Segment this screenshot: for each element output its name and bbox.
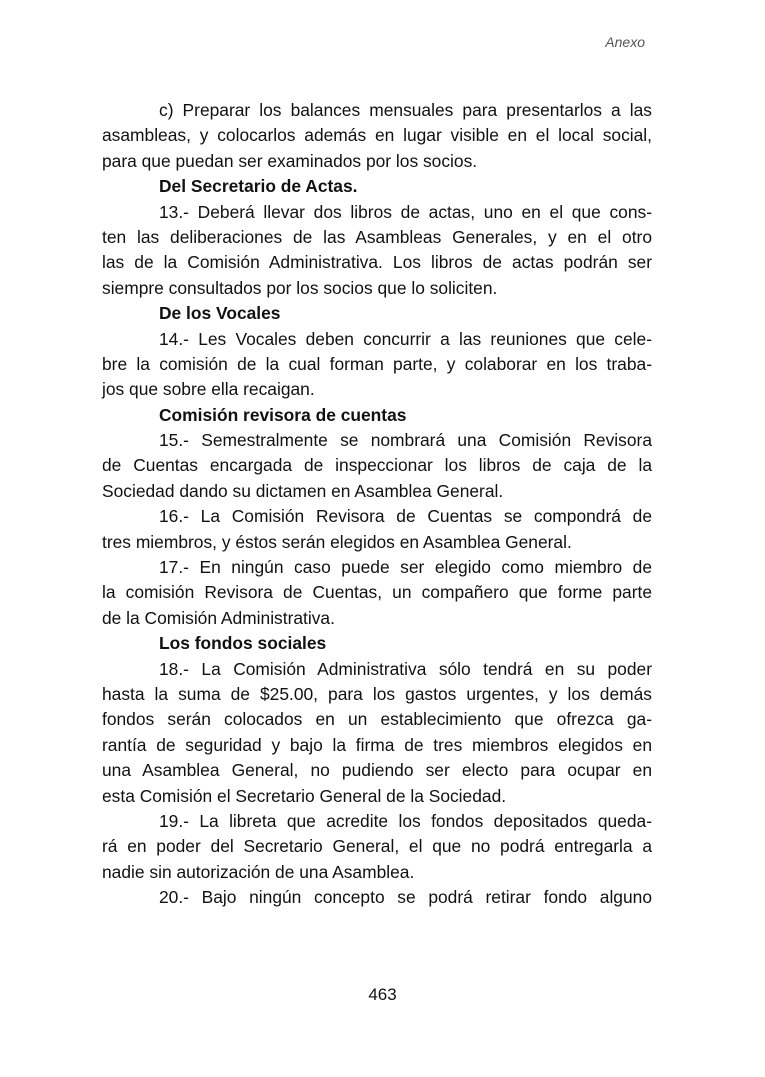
- text-line: ten las deliberaciones de las Asambleas Generales, y en el otro: [102, 226, 652, 247]
- text-line: las de la Comisión Administrativa. Los libros de actas podrán ser: [102, 252, 652, 273]
- text-line: c) Preparar los balances mensuales para presentarlos a las: [159, 100, 652, 120]
- text-line: rá en poder del Secretario General, el que no podrá entregarla a: [102, 836, 652, 857]
- text-line: Sociedad dando su dictamen en Asamblea General.: [102, 480, 504, 501]
- text-line: 19.- La libreta que acredite los fondos depositados queda-: [159, 810, 652, 831]
- text-line: de Cuentas encargada de inspeccionar los libros de caja de la: [102, 455, 652, 476]
- body-text: [102, 98, 652, 911]
- text-line: 18.- La Comisión Administrativa sólo tendrá en su poder: [159, 658, 652, 679]
- text-line: hasta la suma de $25.00, para los gastos urgentes, y los demás: [102, 683, 652, 704]
- section-heading: De los Vocales: [159, 303, 281, 324]
- text-line: nadie sin autorización de una Asamblea.: [102, 861, 415, 882]
- text-line: una Asamblea General, no pudiendo ser electo para ocupar en: [102, 760, 652, 781]
- text-line: la comisión Revisora de Cuentas, un compañero que forme parte: [102, 582, 652, 603]
- text-line: 13.- Deberá llevar dos libros de actas, uno en el que cons-: [159, 201, 652, 222]
- text-line: fondos serán colocados en un establecimiento que ofrezca ga-: [102, 709, 652, 730]
- text-line: 20.- Bajo ningún concepto se podrá retirar fondo alguno: [159, 887, 652, 908]
- section-heading: Del Secretario de Actas.: [159, 176, 358, 197]
- text-line: 15.- Semestralmente se nombrará una Comisión Revisora: [159, 430, 652, 451]
- text-line: 14.- Les Vocales deben concurrir a las reuniones que cele-: [159, 328, 652, 349]
- text-line: bre la comisión de la cual forman parte, y colaborar en los traba-: [102, 353, 652, 374]
- text-line: de la Comisión Administrativa.: [102, 607, 335, 628]
- text-line: siempre consultados por los socios que lo soliciten.: [102, 277, 498, 298]
- text-line: rantía de seguridad y bajo la firma de tres miembros elegidos en: [102, 734, 652, 755]
- text-line: 17.- En ningún caso puede ser elegido como miembro de: [159, 557, 652, 578]
- text-line: para que puedan ser examinados por los socios.: [102, 150, 478, 171]
- running-header: Anexo: [605, 34, 645, 50]
- text-line: asambleas, y colocarlos además en lugar visible en el local social,: [102, 125, 652, 146]
- text-line: tres miembros, y éstos serán elegidos en Asamblea General.: [102, 531, 572, 552]
- section-heading: Comisión revisora de cuentas: [159, 404, 407, 425]
- section-heading: Los fondos sociales: [159, 633, 327, 654]
- page-number: 463: [368, 985, 397, 1004]
- text-line: 16.- La Comisión Revisora de Cuentas se compondrá de: [159, 506, 652, 527]
- text-line: jos que sobre ella recaigan.: [102, 379, 315, 400]
- text-line: esta Comisión el Secretario General de la Sociedad.: [102, 785, 507, 806]
